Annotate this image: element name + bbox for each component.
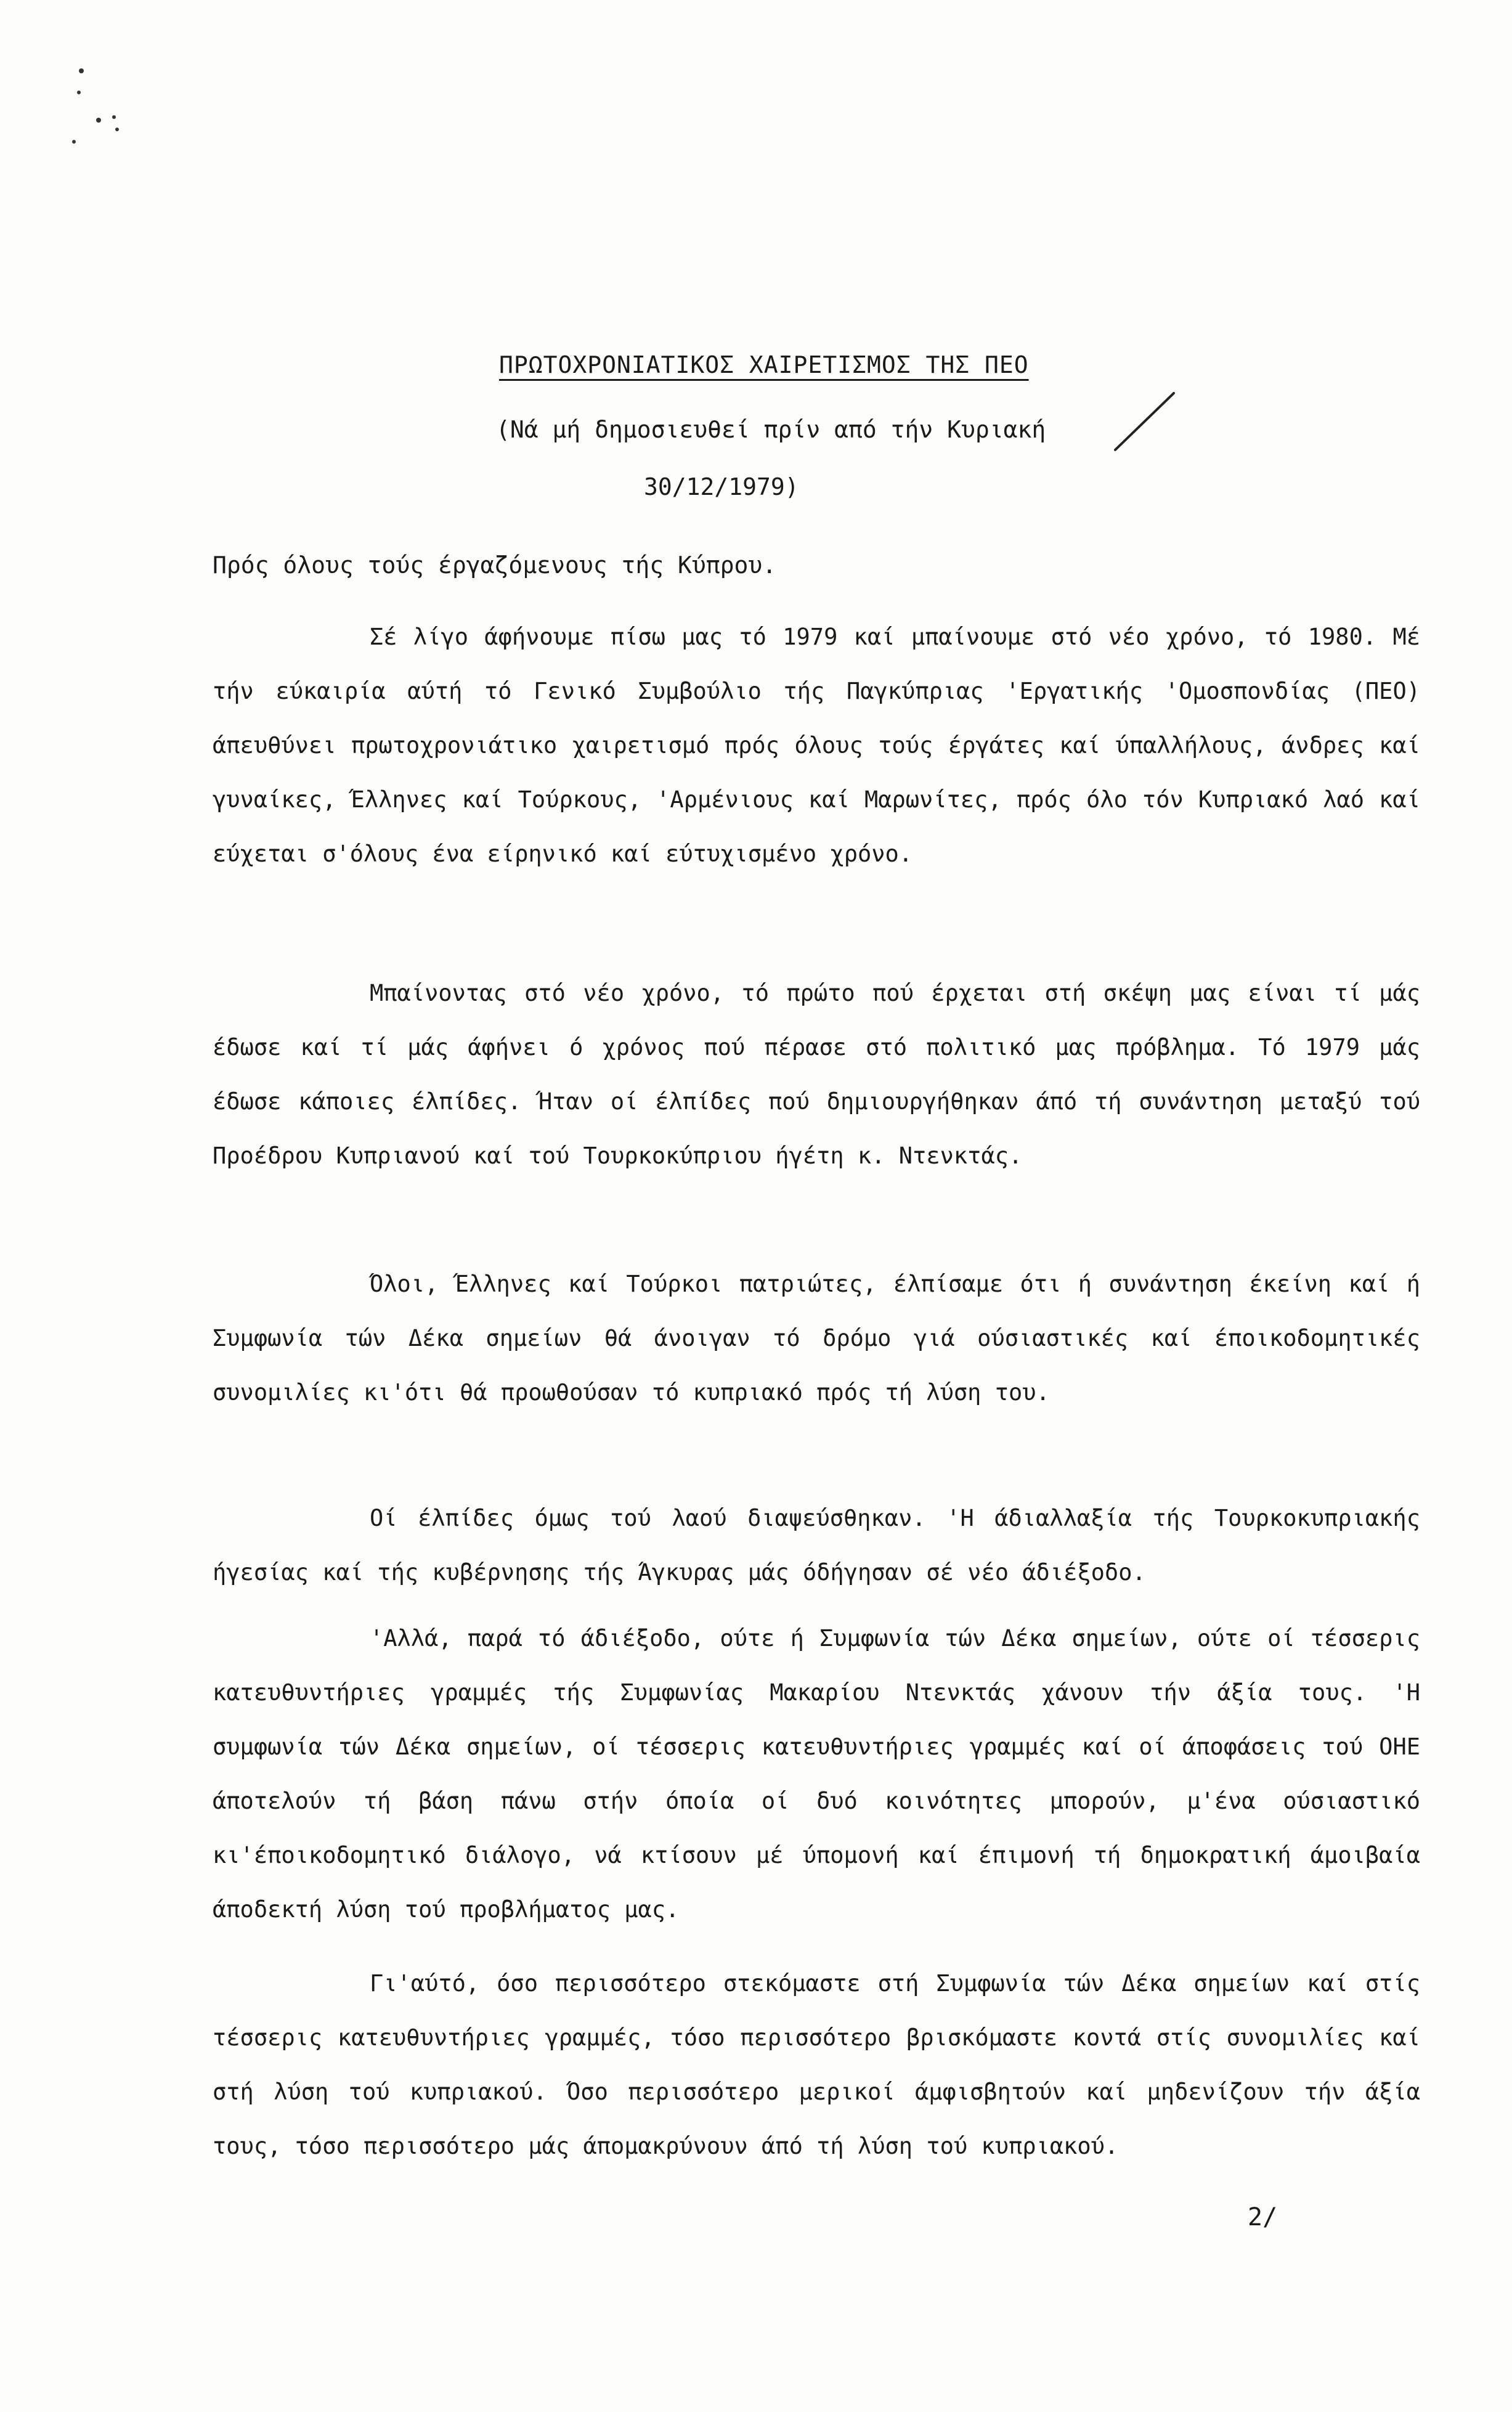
- speck: [115, 128, 119, 131]
- paragraph: Σέ λίγο άφήνουμε πίσω μας τό 1979 καί μπαίνουμε στό νέο χρόνο, τό 1980. Μέ τήν εύκαιρία αύτή τό Γενικό Συμβούλιο τής Παγκύπριας 'Εργατικής 'Ομοσπονδίας (ΠΕΟ) άπευθύνει πρωτοχρονιάτικο χαιρετισμό πρός όλους τούς έργάτες καί ύπαλλήλους, άνδρες καί γυναίκες, Έλληνες καί Τούρκους, 'Αρμένιους καί Μαρωνίτες, πρός όλο τόν Κυπριακό λαό καί εύχεται σ'όλους ένα είρηνικό καί εύτυχισμένο χρόνο.: [213, 624, 1420, 867]
- speck: [112, 115, 116, 119]
- paragraph: Όλοι, Έλληνες καί Τούρκοι πατριώτες, έλπίσαμε ότι ή συνάντηση έκείνη καί ή Συμφωνία τών Δέκα σημείων θά άνοιγαν τό δρόμο γιά ούσιαστικές καί έποικοδομητικές συνομιλίες κι'ότι θά προωθούσαν τό κυπριακό πρός τή λύση του.: [213, 1271, 1420, 1406]
- scan-specks: [0, 0, 185, 185]
- handwritten-slash-mark: [1109, 388, 1183, 456]
- paragraph: 'Αλλά, παρά τό άδιέξοδο, ούτε ή Συμφωνία τών Δέκα σημείων, ούτε οί τέσσερις κατευθυντήριες γραμμές τής Συμφωνίας Μακαρίου Ντενκτάς χάνουν τήν άξία τους. 'Η συμφωνία τών Δέκα σημείων, οί τέσσερις κατευθυντήριες γραμμές καί οί άποφάσεις τού ΟΗΕ άποτελούν τή βάση πάνω στήν όποία οί δυό κοινότητες μπορούν, μ'ένα ούσιαστικό κι'έποικοδομητικό διάλογο, νά κτίσουν μέ ύπομονή καί έπιμονή τή δημοκρατική άμοιβαία άποδεκτή λύση τού προβλήματος μας.: [213, 1625, 1420, 1923]
- speck: [79, 68, 84, 73]
- speck: [77, 91, 81, 94]
- page-number: 2/: [1248, 2203, 1278, 2231]
- document-title: ΠΡΩΤΟΧΡΟΝΙΑΤΙΚΟΣ ΧΑΙΡΕΤΙΣΜΟΣ ΤΗΣ ΠΕΟ: [499, 351, 1029, 378]
- paragraph: Γι'αύτό, όσο περισσότερο στεκόμαστε στή Συμφωνία τών Δέκα σημείων καί στίς τέσσερις κατευθυντήριες γραμμές, τόσο περισσότερο βρισκόμαστε κοντά στίς συνομιλίες καί στή λύση τού κυπριακού. Όσο περισσότερο μερικοί άμφισβητούν καί μηδενίζουν τήν άξία τους, τόσο περισσότερο μάς άπομακρύνουν άπό τή λύση τού κυπριακού.: [213, 1970, 1420, 2159]
- paragraph: Οί έλπίδες όμως τού λαού διαψεύσθηκαν. 'Η άδιαλλαξία τής Τουρκοκυπριακής ήγεσίας καί τής κυβέρνησης τής Άγκυρας μάς όδήγησαν σέ νέο άδιέξοδο.: [213, 1505, 1420, 1586]
- speck: [72, 140, 76, 144]
- publication-note: (Νά μή δημοσιευθεί πρίν από τήν Κυριακή: [496, 416, 1046, 443]
- publication-date: 30/12/1979): [644, 473, 799, 500]
- salutation: Πρός όλους τούς έργαζόμενους τής Κύπρου.: [213, 552, 777, 579]
- paragraph: Μπαίνοντας στό νέο χρόνο, τό πρώτο πού έρχεται στή σκέψη μας είναι τί μάς έδωσε καί τί μάς άφήνει ό χρόνος πού πέρασε στό πολιτικό μας πρόβλημα. Τό 1979 μάς έδωσε κάποιες έλπίδες. Ήταν οί έλπίδες πού δημιουργήθηκαν άπό τή συνάντηση μεταξύ τού Προέδρου Κυπριανού καί τού Τουρκοκύπριου ήγέτη κ. Ντενκτάς.: [213, 980, 1420, 1169]
- speck: [96, 118, 101, 123]
